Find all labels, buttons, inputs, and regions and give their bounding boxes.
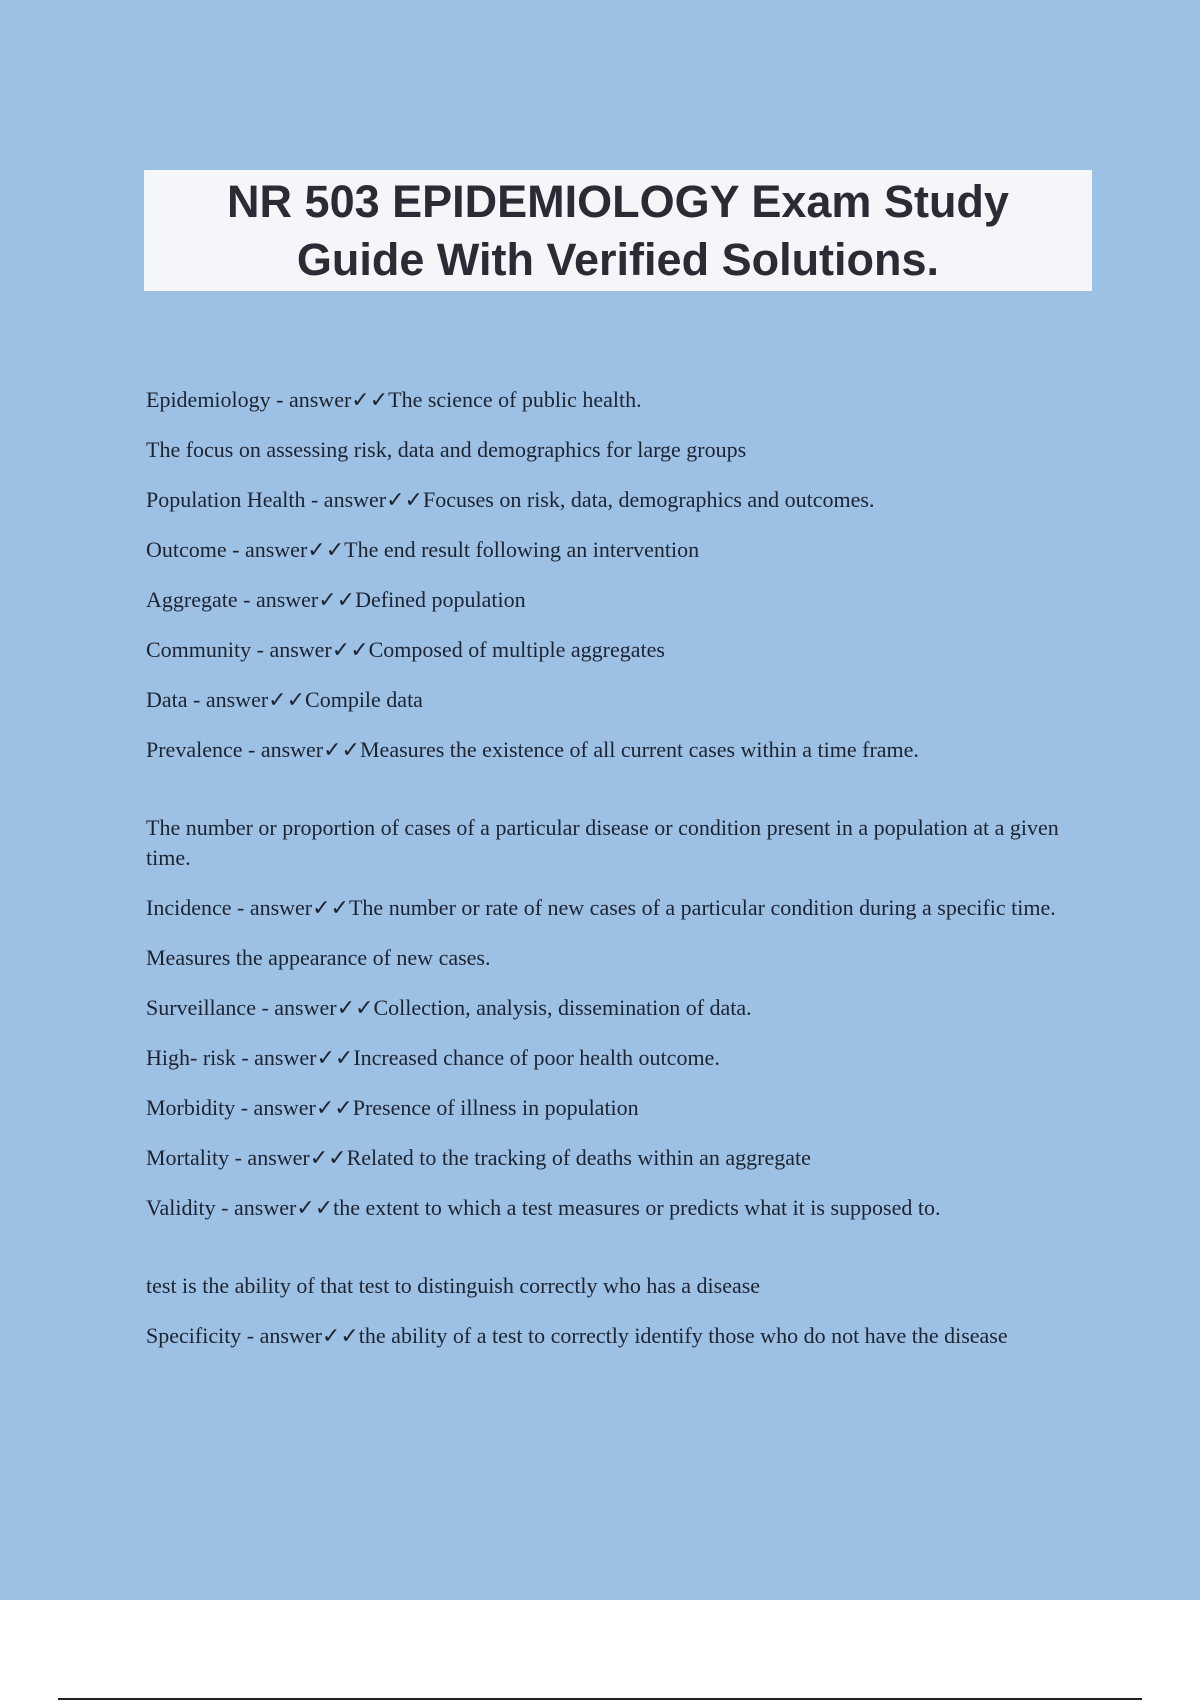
glossary-entry-prevalence: Prevalence - answer✓✓Measures the existence of all current cases within a time frame. [146, 737, 919, 762]
document-title: NR 503 EPIDEMIOLOGY Exam Study Guide With Verified Solutions. [227, 175, 1009, 285]
glossary-entry-incidence-note: Measures the appearance of new cases. [146, 945, 491, 970]
title-banner [144, 170, 1092, 291]
glossary-entry-incidence: Incidence - answer✓✓The number or rate of new cases of a particular condition during a specific time. [146, 895, 1056, 920]
glossary-entry-focus-note: The focus on assessing risk, data and demographics for large groups [146, 437, 747, 462]
glossary-entry-epidemiology: Epidemiology - answer✓✓The science of public health. [146, 387, 642, 412]
glossary-entry-prevalence-note: The number or proportion of cases of a particular disease or condition present in a population at a given time. [146, 815, 1059, 870]
glossary-entry-specificity: Specificity - answer✓✓the ability of a test to correctly identify those who do not have the disease [146, 1323, 1008, 1348]
glossary-entry-mortality: Mortality - answer✓✓Related to the tracking of deaths within an aggregate [146, 1145, 811, 1170]
glossary-entry-community: Community - answer✓✓Composed of multiple aggregates [146, 637, 665, 662]
glossary-entry-population-health: Population Health - answer✓✓Focuses on risk, data, demographics and outcomes. [146, 487, 875, 512]
glossary-entry-aggregate: Aggregate - answer✓✓Defined population [146, 587, 526, 612]
glossary-entry-data: Data - answer✓✓Compile data [146, 687, 423, 712]
glossary-entry-surveillance: Surveillance - answer✓✓Collection, analysis, dissemination of data. [146, 995, 752, 1020]
glossary-entry-morbidity: Morbidity - answer✓✓Presence of illness in population [146, 1095, 639, 1120]
glossary-entry-outcome: Outcome - answer✓✓The end result following an intervention [146, 537, 700, 562]
glossary-entry-high-risk: High- risk - answer✓✓Increased chance of poor health outcome. [146, 1045, 720, 1070]
glossary-list [146, 385, 1076, 1371]
glossary-entry-sensitivity-note: test is the ability of that test to distinguish correctly who has a disease [146, 1273, 761, 1298]
glossary-entry-validity: Validity - answer✓✓the extent to which a test measures or predicts what it is supposed to. [146, 1195, 941, 1220]
